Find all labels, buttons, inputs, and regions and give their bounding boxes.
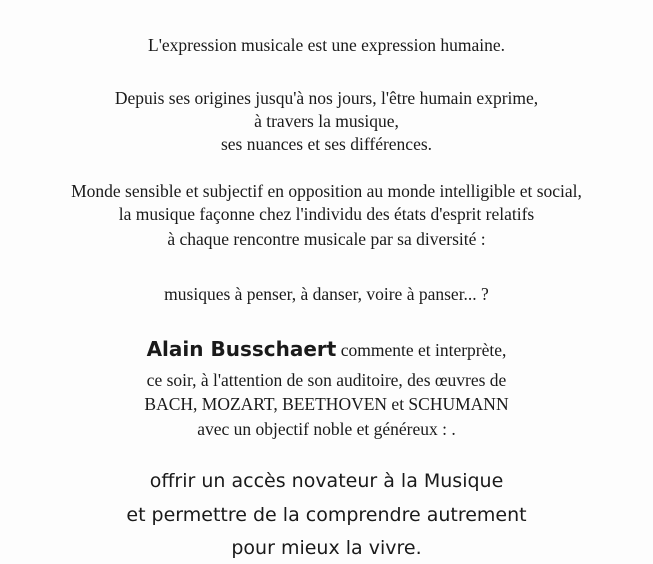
world-line-2: la musique façonne chez l'individu des états d'esprit relatifs bbox=[118, 204, 535, 224]
question-line: musiques à penser, à danser, voire à panser... ? bbox=[164, 284, 489, 304]
author-suffix: commente et interprète, bbox=[336, 340, 507, 360]
program-line-1 bbox=[0, 338, 653, 361]
world-line-3: à chaque rencontre musicale par sa diversité : bbox=[167, 229, 486, 249]
program-line-2: ce soir, à l'attention de son auditoire, des œuvres de bbox=[146, 370, 507, 390]
program-line-4: avec un objectif noble et généreux : . bbox=[197, 419, 456, 439]
author-name: Alain Busschaert bbox=[146, 337, 337, 361]
program-line-3: BACH, MOZART, BEETHOVEN et SCHUMANN bbox=[144, 394, 509, 414]
intro-line: L'expression musicale est une expression humaine. bbox=[148, 35, 505, 55]
closing-line-2: et permettre de la comprendre autrement bbox=[126, 504, 527, 526]
closing-line-1: offrir un accès novateur à la Musique bbox=[149, 470, 504, 492]
origins-line-2: à travers la musique, bbox=[254, 111, 399, 131]
origins-line-3: ses nuances et ses différences. bbox=[220, 134, 433, 154]
closing-line-3: pour mieux la vivre. bbox=[231, 537, 422, 559]
world-line-1: Monde sensible et subjectif en opposition au monde intelligible et social, bbox=[71, 181, 582, 201]
origins-line-1: Depuis ses origines jusqu'à nos jours, l'être humain exprime, bbox=[114, 88, 539, 108]
